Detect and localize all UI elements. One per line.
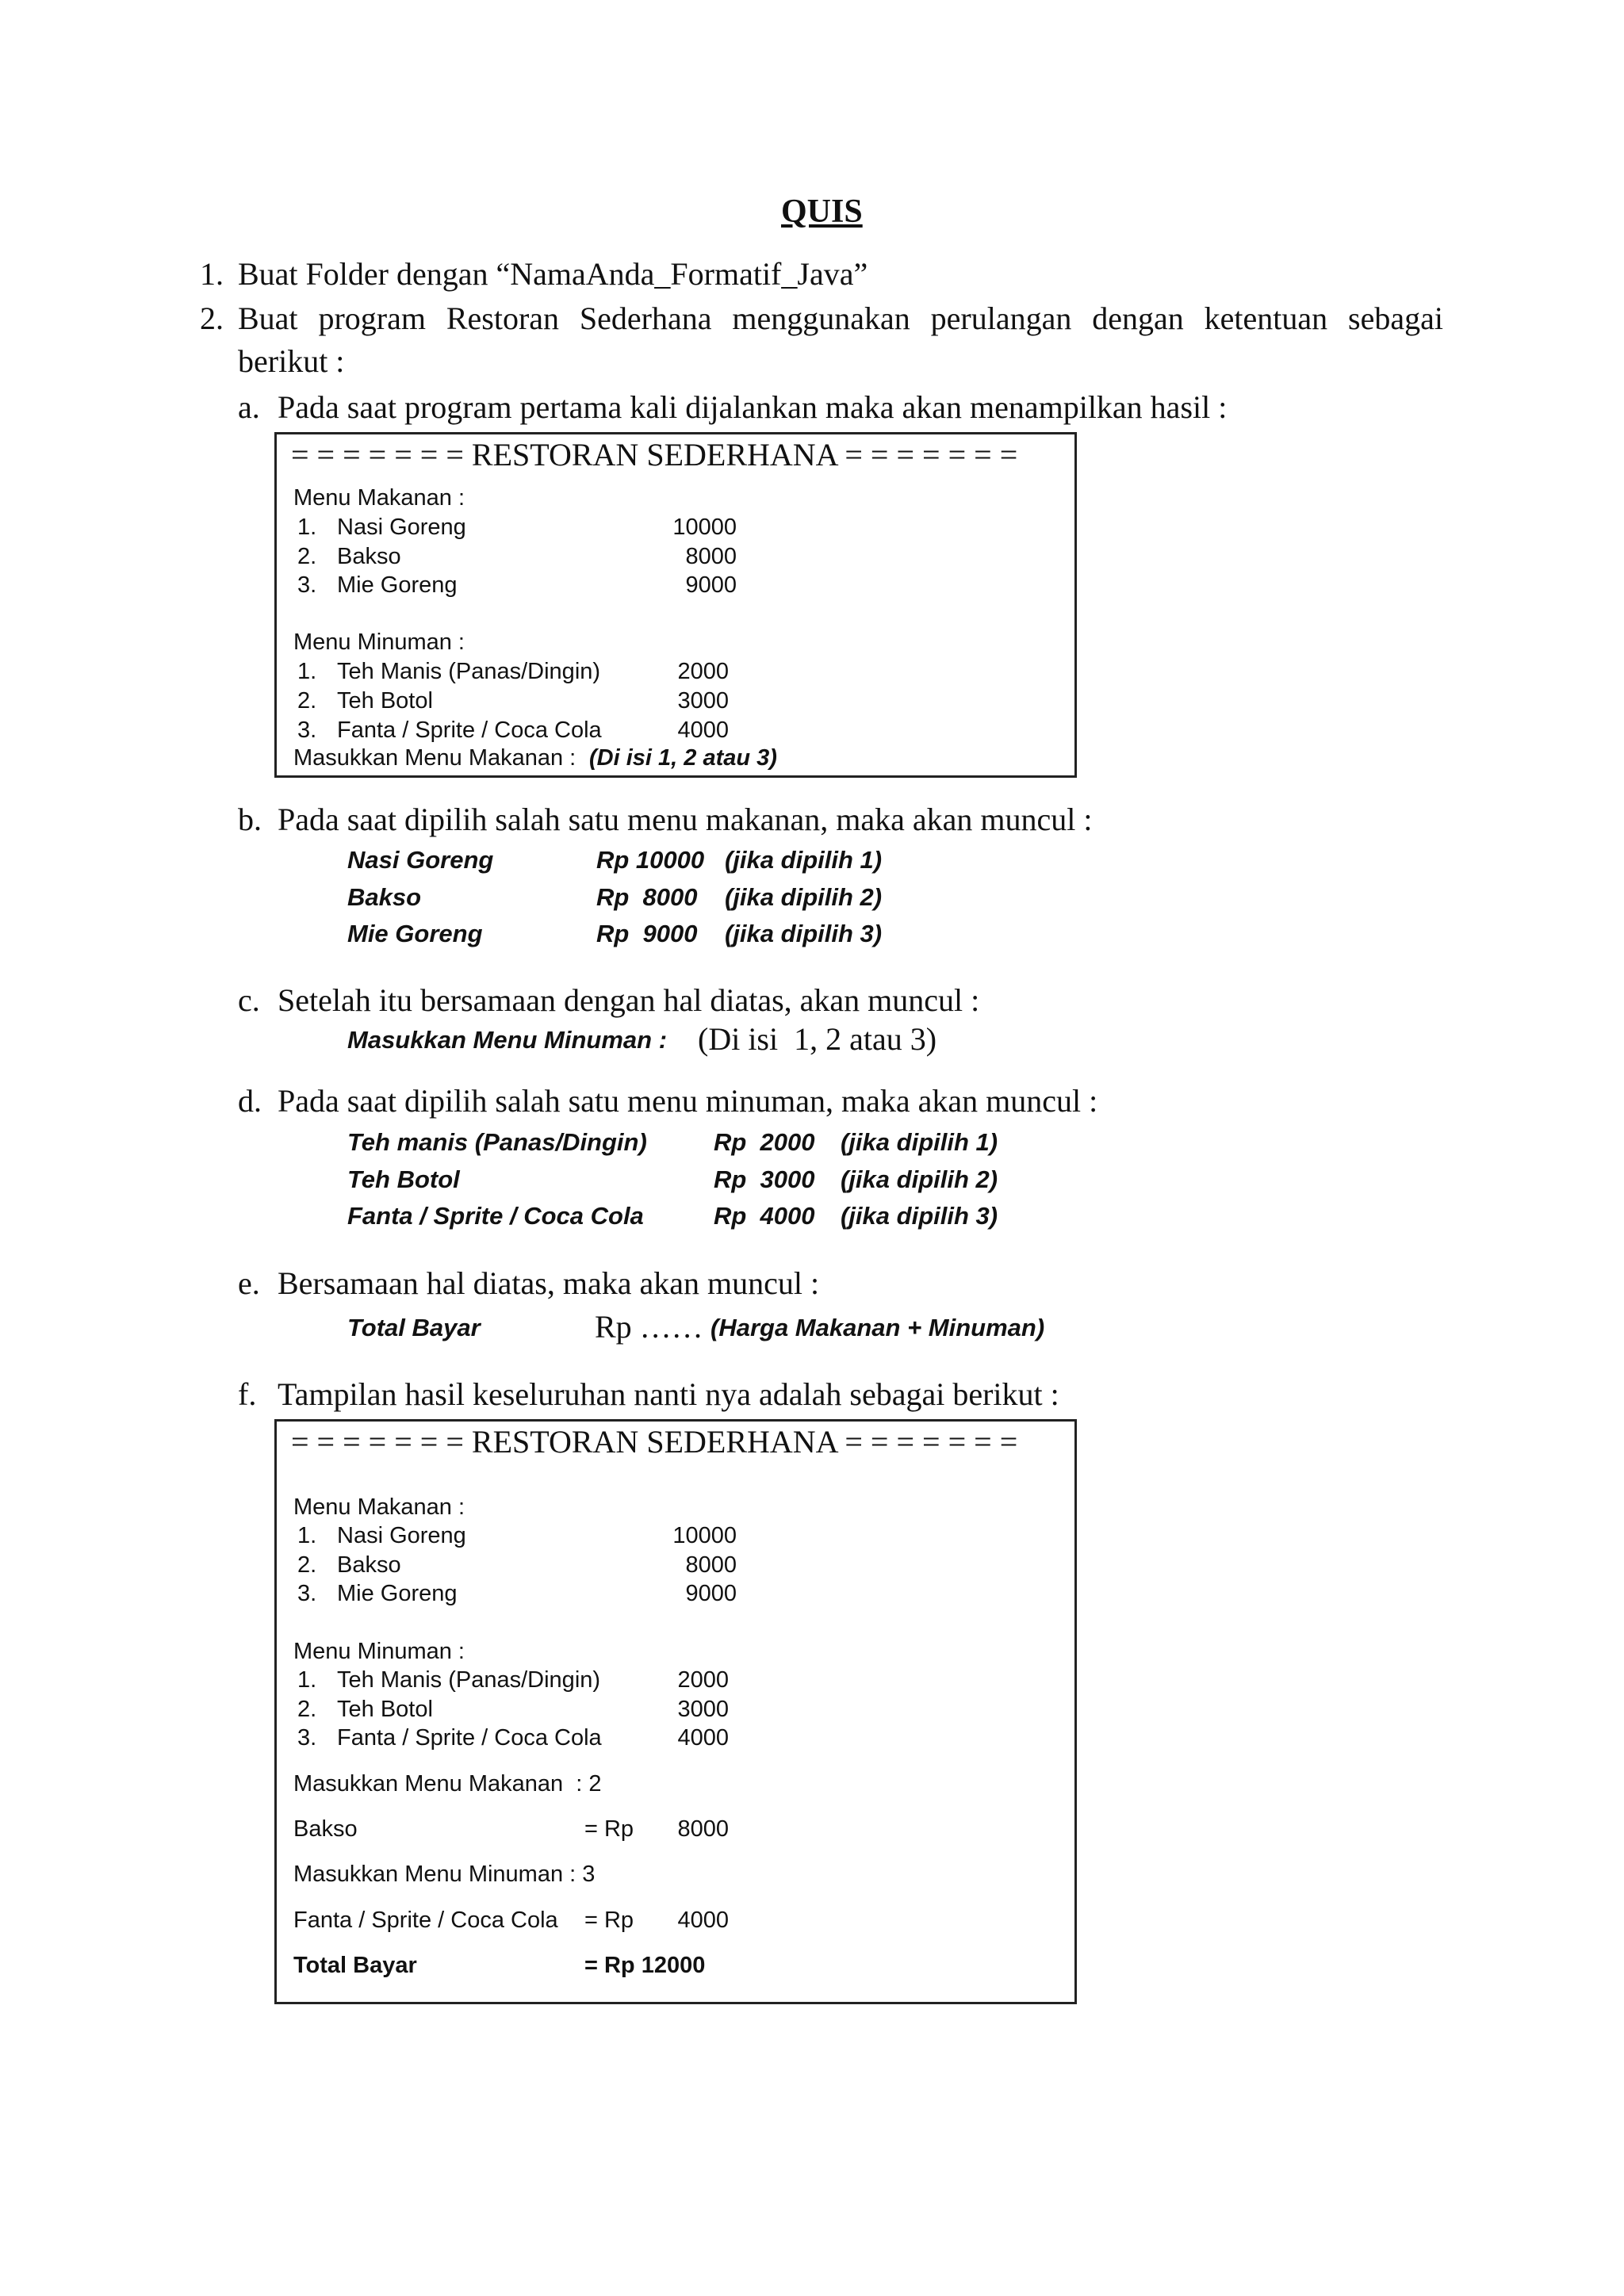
box2-makanan-price: 8000 [685, 1552, 737, 1578]
box1-minuman-num: 1. [297, 659, 317, 684]
box2-makanan-name: Mie Goreng [337, 1581, 458, 1606]
box2-minuman-num: 2. [297, 1697, 317, 1722]
box1-minuman-name: Teh Manis (Panas/Dingin) [337, 659, 601, 684]
drink-prompt-hint: (Di isi 1, 2 atau 3) [698, 1021, 937, 1057]
box1-minuman-name: Fanta / Sprite / Coca Cola [337, 718, 602, 743]
box1-prompt: Masukkan Menu Makanan : [293, 745, 576, 771]
drink-result-name: Teh manis (Panas/Dingin) [347, 1128, 647, 1156]
box2-header: = = = = = = = RESTORAN SEDERHANA = = = = = = = [291, 1424, 1018, 1460]
item-c-label: c. [238, 982, 260, 1018]
item-1-text: Buat Folder dengan “NamaAnda_Formatif_Java” [238, 256, 868, 292]
drink-result-name: Fanta / Sprite / Coca Cola [347, 1202, 644, 1230]
item-2-number: 2. [200, 300, 224, 336]
box1-makanan-name: Bakso [337, 544, 401, 569]
box1-minuman-price: 3000 [677, 688, 729, 714]
item-a-text: Pada saat program pertama kali dijalankan maka akan menampilkan hasil : [278, 389, 1228, 425]
box2-result-makanan-name: Bakso [293, 1816, 358, 1842]
food-result-price: Rp 10000 [596, 846, 705, 874]
food-result-note: (jika dipilih 2) [725, 883, 883, 911]
food-result-note: (jika dipilih 1) [725, 846, 883, 874]
food-result-price: Rp 9000 [596, 920, 698, 947]
item-f-label: f. [238, 1376, 257, 1412]
box2-result-makanan-value: 8000 [677, 1816, 729, 1842]
box2-makanan-num: 3. [297, 1581, 317, 1606]
page-title: QUIS [781, 193, 863, 230]
food-result-name: Nasi Goreng [347, 846, 494, 874]
item-b-text: Pada saat dipilih salah satu menu makanan, maka akan muncul : [278, 802, 1093, 837]
box2-result-minuman-eq: = Rp [584, 1908, 634, 1933]
item-e-label: e. [238, 1265, 260, 1301]
box2-input-minuman: Masukkan Menu Minuman : 3 [293, 1862, 596, 1887]
box2-minuman-price: 2000 [677, 1667, 729, 1693]
box2-minuman-price: 3000 [677, 1697, 729, 1722]
box1-makanan-num: 2. [297, 544, 317, 569]
box1-makanan-price: 9000 [685, 572, 737, 598]
item-e-text: Bersamaan hal diatas, maka akan muncul : [278, 1265, 820, 1301]
box2-makanan-name: Nasi Goreng [337, 1523, 466, 1548]
item-d-label: d. [238, 1083, 262, 1119]
drink-result-note: (jika dipilih 1) [841, 1128, 998, 1156]
box2-makanan-price: 10000 [672, 1523, 737, 1548]
box2-minuman-num: 3. [297, 1725, 317, 1751]
box2-makanan-num: 1. [297, 1523, 317, 1548]
drink-result-price: Rp 2000 [714, 1128, 815, 1156]
box1-prompt-hint: (Di isi 1, 2 atau 3) [589, 745, 777, 771]
box2-input-makanan: Masukkan Menu Makanan : 2 [293, 1771, 602, 1797]
item-f-text: Tampilan hasil keseluruhan nanti nya adalah sebagai berikut : [278, 1376, 1059, 1412]
box2-minuman-name: Fanta / Sprite / Coca Cola [337, 1725, 602, 1751]
box2-result-minuman-name: Fanta / Sprite / Coca Cola [293, 1908, 558, 1933]
box2-minuman-num: 1. [297, 1667, 317, 1693]
item-d-text: Pada saat dipilih salah satu menu minuman, maka akan muncul : [278, 1083, 1098, 1119]
console-output-box-full [274, 1419, 1077, 2004]
box1-makanan-title: Menu Makanan : [293, 485, 465, 511]
box1-makanan-name: Mie Goreng [337, 572, 458, 598]
food-result-name: Mie Goreng [347, 920, 483, 947]
food-result-note: (jika dipilih 3) [725, 920, 883, 947]
total-note: (Harga Makanan + Minuman) [710, 1314, 1045, 1341]
box2-makanan-price: 9000 [685, 1581, 737, 1606]
item-1-number: 1. [200, 256, 224, 292]
box2-makanan-name: Bakso [337, 1552, 401, 1578]
item-b-label: b. [238, 802, 262, 837]
box1-minuman-price: 2000 [677, 659, 729, 684]
box1-minuman-name: Teh Botol [337, 688, 433, 714]
drink-result-name: Teh Botol [347, 1165, 460, 1193]
item-c-text: Setelah itu bersamaan dengan hal diatas, akan muncul : [278, 982, 980, 1018]
box2-minuman-price: 4000 [677, 1725, 729, 1751]
box1-header: = = = = = = = RESTORAN SEDERHANA = = = = = = = [291, 437, 1018, 473]
box1-makanan-price: 8000 [685, 544, 737, 569]
box2-makanan-num: 2. [297, 1552, 317, 1578]
item-a-label: a. [238, 389, 260, 425]
box2-result-minuman-value: 4000 [677, 1908, 729, 1933]
box1-minuman-num: 2. [297, 688, 317, 714]
box1-makanan-num: 1. [297, 515, 317, 540]
console-output-box-initial [274, 432, 1077, 778]
box2-total-label: Total Bayar [293, 1953, 417, 1978]
item-2-text-line2: berikut : [238, 343, 345, 379]
drink-prompt: Masukkan Menu Minuman : [347, 1026, 668, 1054]
total-label: Total Bayar [347, 1314, 481, 1341]
total-value: Rp …… [595, 1309, 703, 1345]
box2-minuman-name: Teh Botol [337, 1697, 433, 1722]
drink-result-price: Rp 3000 [714, 1165, 815, 1193]
food-result-name: Bakso [347, 883, 422, 911]
drink-result-note: (jika dipilih 2) [841, 1165, 998, 1193]
box2-total-value: = Rp 12000 [584, 1953, 706, 1978]
box2-minuman-title: Menu Minuman : [293, 1639, 465, 1664]
box2-result-makanan-eq: = Rp [584, 1816, 634, 1842]
drink-result-note: (jika dipilih 3) [841, 1202, 998, 1230]
box2-minuman-name: Teh Manis (Panas/Dingin) [337, 1667, 601, 1693]
box1-minuman-title: Menu Minuman : [293, 629, 465, 655]
box1-makanan-name: Nasi Goreng [337, 515, 466, 540]
drink-result-price: Rp 4000 [714, 1202, 815, 1230]
box2-makanan-title: Menu Makanan : [293, 1494, 465, 1520]
box1-minuman-price: 4000 [677, 718, 729, 743]
item-2-text-line1: Buat program Restoran Sederhana menggunakan perulangan dengan ketentuan sebagai [238, 300, 1443, 336]
box1-minuman-num: 3. [297, 718, 317, 743]
box1-makanan-num: 3. [297, 572, 317, 598]
box1-makanan-price: 10000 [672, 515, 737, 540]
food-result-price: Rp 8000 [596, 883, 698, 911]
